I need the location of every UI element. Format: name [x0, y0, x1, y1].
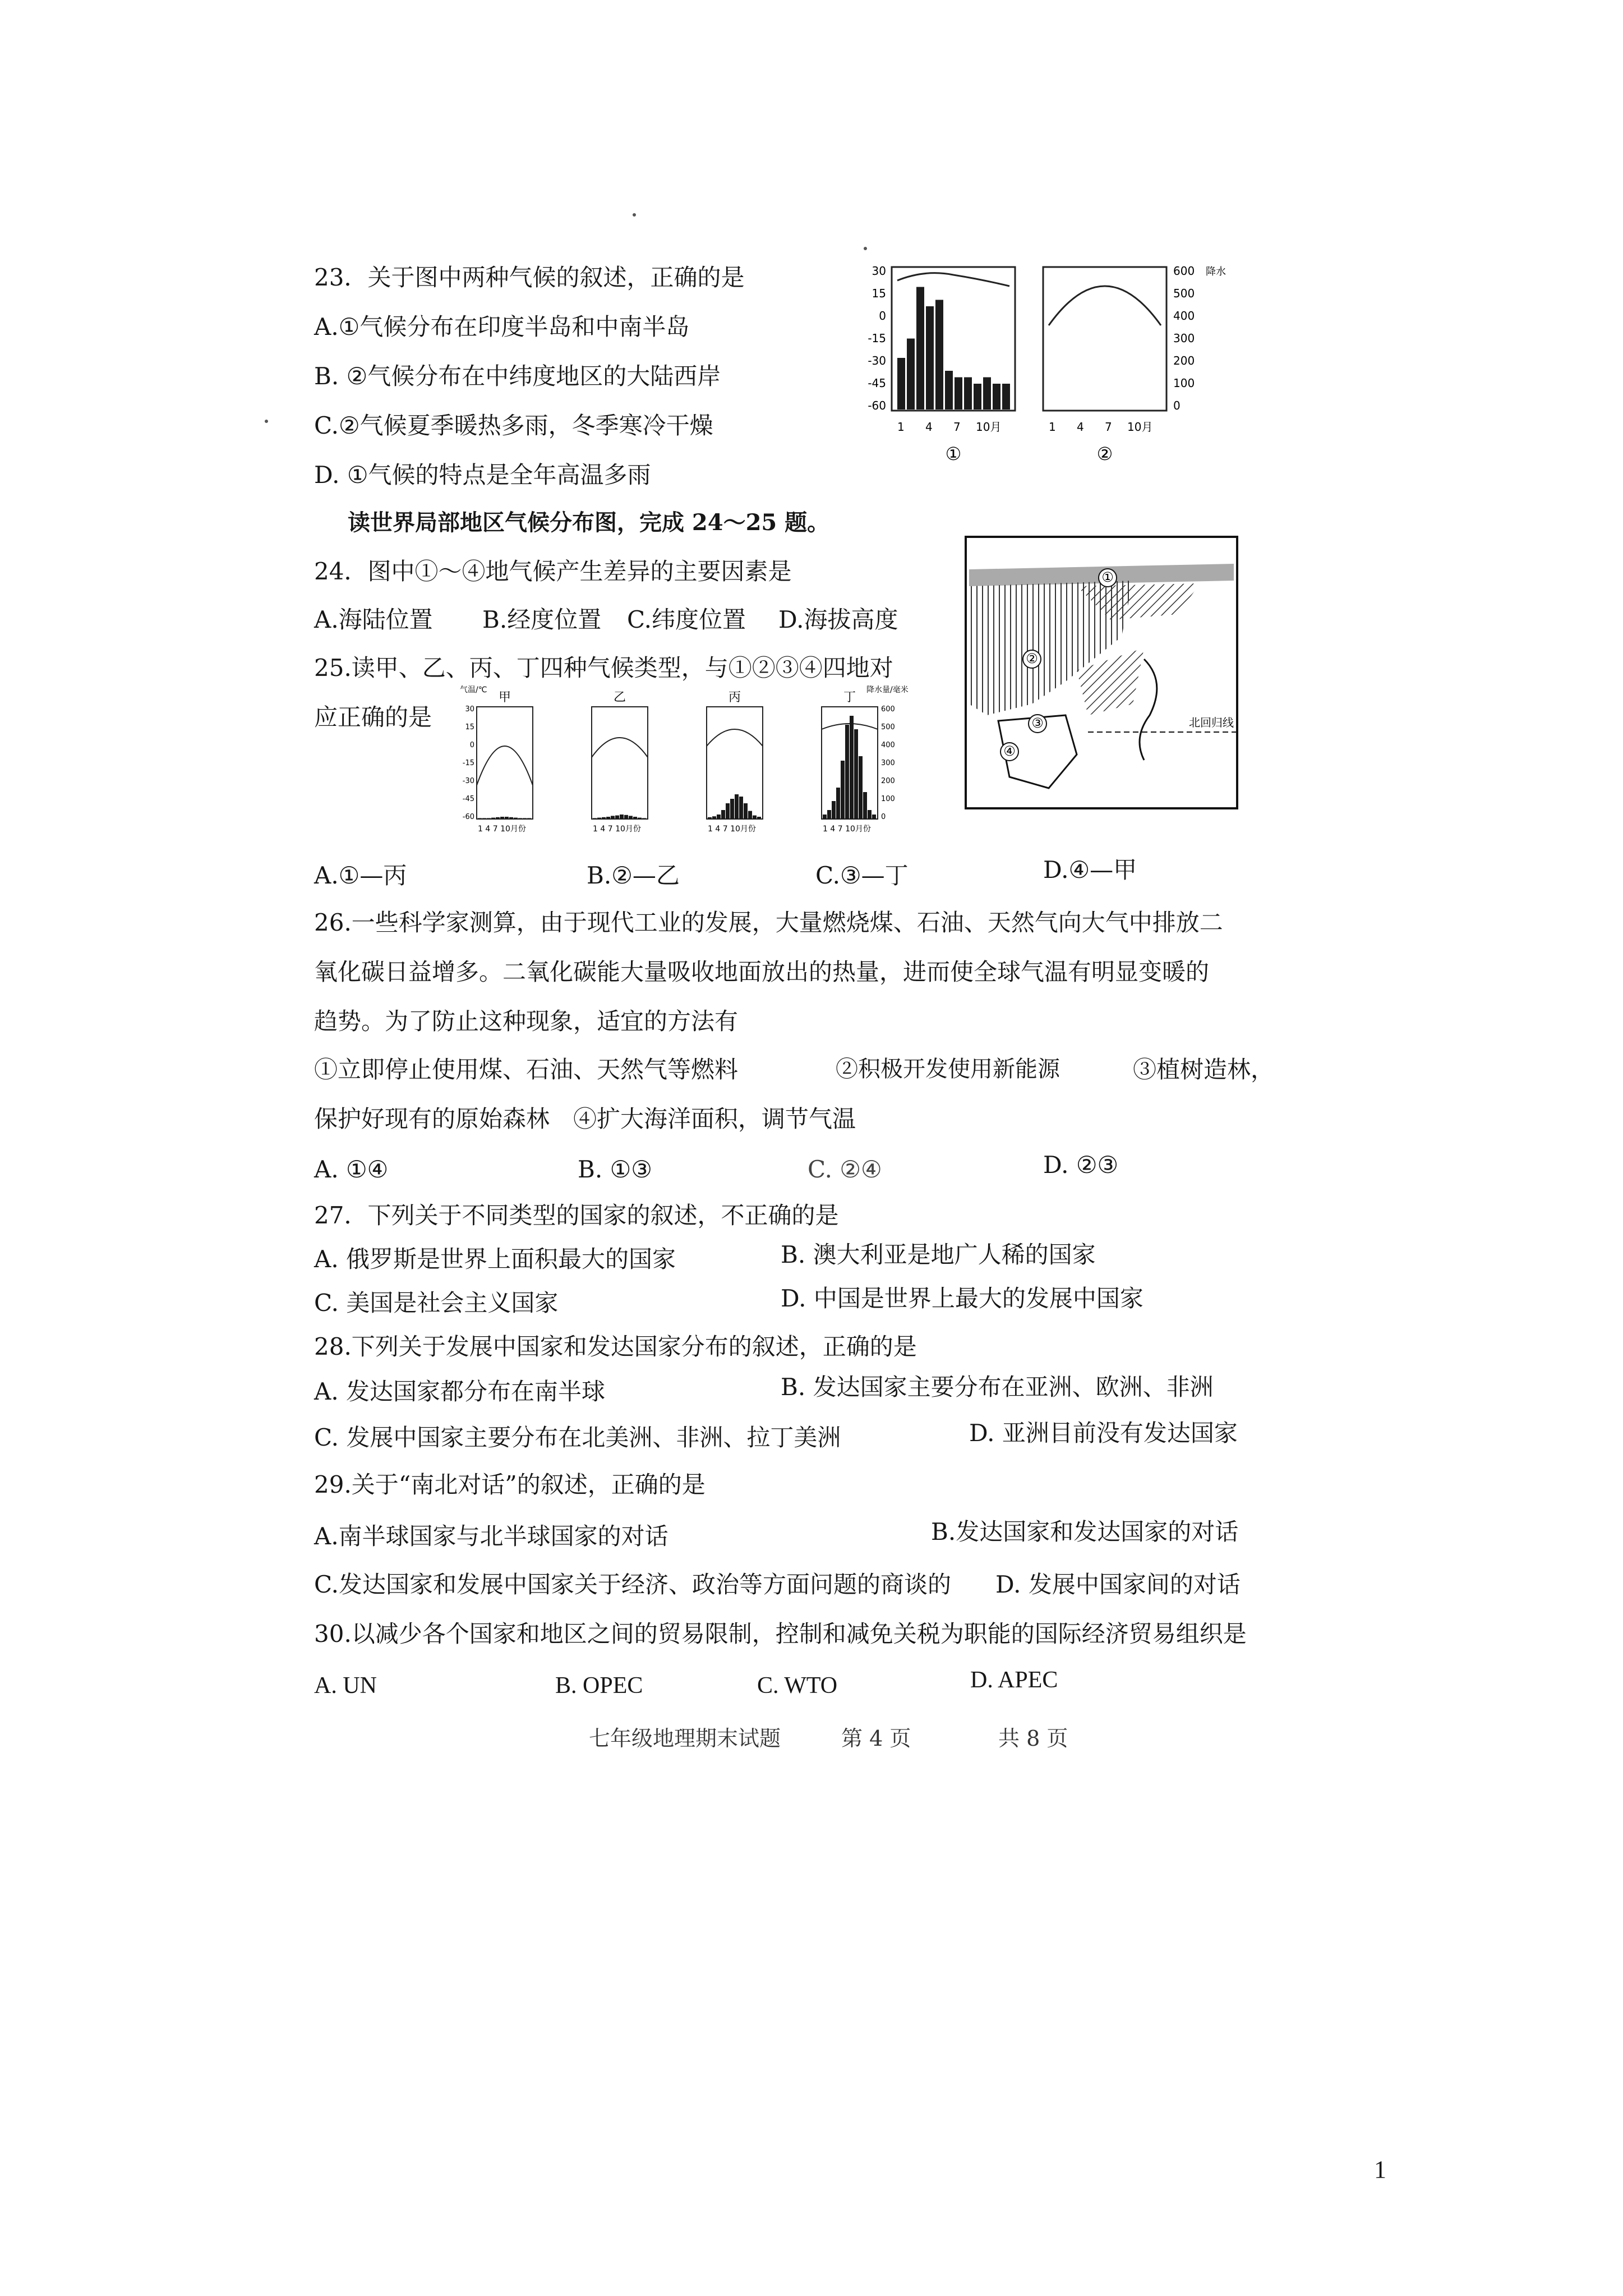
q24-option-d: D.海拔高度 — [778, 606, 898, 633]
chart1-temp-line — [897, 273, 1009, 286]
right-axis-title: 降水 — [1206, 266, 1226, 278]
climate-distribution-map — [965, 536, 1239, 811]
q29-option-a: A.南半球国家与北半球国家的对话 — [314, 1522, 668, 1550]
q25-precip-bar — [602, 817, 606, 819]
tick: 100 — [1173, 376, 1195, 390]
q25-precip-bar — [597, 818, 601, 819]
q25-temp-tick: -15 — [462, 759, 474, 767]
chart2-frame — [1043, 267, 1166, 411]
q25-month-axis: 1 4 7 10月份 — [478, 825, 526, 834]
q25-precip-bar — [514, 818, 518, 819]
q29-option-b: B.发达国家和发达国家的对话 — [931, 1518, 1239, 1545]
q25-month-axis: 1 4 7 10月份 — [708, 825, 756, 834]
q26-option-d: D. ②③ — [1043, 1151, 1119, 1179]
month: 1 — [897, 420, 905, 434]
tick: -60 — [868, 399, 886, 412]
scan-speck — [864, 247, 867, 250]
q23-right-axis — [1173, 264, 1226, 412]
chart2-temp-line — [1049, 286, 1161, 325]
q27-option-a: A. 俄罗斯是世界上面积最大的国家 — [314, 1245, 676, 1273]
q25-chart-name: 丁 — [843, 691, 856, 705]
month: 4 — [925, 420, 933, 434]
q25-chart-frame — [592, 707, 648, 819]
q26-line1: 26.一些科学家测算，由于现代工业的发展，大量燃烧煤、石油、天然气向大气中排放二 — [314, 909, 1223, 936]
q24-option-b: B.经度位置 — [482, 606, 602, 633]
tick: 15 — [872, 287, 886, 300]
q25-precip-bar — [708, 817, 712, 819]
q26-line2: 氧化碳日益增多。二氧化碳能大量吸收地面放出的热量，进而使全球气温有明显变暖的 — [314, 958, 1210, 986]
q25-precip-tick: 100 — [881, 795, 895, 803]
q25-temp-line — [477, 746, 533, 785]
q25-chart-frame — [477, 707, 533, 819]
q23-option-a: A.①气候分布在印度半岛和中南半岛 — [314, 313, 690, 341]
q25-precip-tick: 200 — [881, 777, 895, 785]
q25-precip-bar — [629, 816, 633, 819]
q25-option-a: A.①—丙 — [314, 862, 407, 889]
q26-line3: 趋势。为了防止这种现象，适宜的方法有 — [314, 1007, 739, 1035]
scan-speck — [633, 213, 636, 217]
q25-precip-bar — [491, 818, 495, 819]
q25-precip-bar — [735, 794, 739, 819]
precip-bar — [897, 358, 905, 409]
q25-precip-bar — [527, 818, 531, 819]
q24-stem: 24．图中①～④地气候产生差异的主要因素是 — [314, 558, 792, 585]
q25-precip-bar — [620, 815, 624, 819]
q25-precip-bar — [496, 817, 500, 819]
q25-climate-charts — [460, 684, 937, 853]
q23-climate-charts — [864, 258, 1234, 505]
q25-precip-bar — [850, 716, 854, 819]
precip-bar — [955, 378, 962, 410]
q25-precip-bar — [478, 818, 482, 819]
q25-temp-line — [707, 729, 763, 746]
q23-option-b: B. ②气候分布在中纬度地区的大陆西岸 — [314, 362, 721, 390]
map-label-4: ④ — [1003, 743, 1016, 759]
tick: -45 — [868, 376, 886, 390]
month: 4 — [1077, 420, 1084, 434]
q25-temp-tick: 30 — [465, 705, 474, 714]
tick: 300 — [1173, 332, 1195, 345]
q24-option-c: C.纬度位置 — [627, 606, 746, 633]
q30-stem: 30.以减少各个国家和地区之间的贸易限制，控制和减免关税为职能的国际经济贸易组织是 — [314, 1620, 1247, 1648]
q25-temp-tick: 0 — [469, 741, 474, 749]
q25-precip-bar — [509, 817, 513, 819]
q25-precip-bar — [638, 818, 642, 819]
month: 10月 — [1127, 420, 1153, 434]
q25-temp-tick: -60 — [462, 813, 474, 821]
q25-precip-bar — [868, 810, 872, 819]
q25-precip-bar — [841, 761, 845, 819]
q25-chart-name: 乙 — [613, 691, 626, 705]
q25-temp-tick: -45 — [462, 795, 474, 803]
q30-option-b: B. OPEC — [555, 1673, 643, 1699]
q25-option-d: D.④—甲 — [1043, 856, 1137, 884]
q25-precip-bar — [712, 816, 716, 819]
q30-option-d: D. APEC — [970, 1667, 1058, 1693]
tick: -30 — [868, 354, 886, 367]
q25-stem-line1: 25.读甲、乙、丙、丁四种气候类型，与①②③④四地对 — [314, 654, 893, 682]
precip-bar — [935, 300, 943, 410]
q27-option-b: B. 澳大利亚是地广人稀的国家 — [781, 1241, 1096, 1268]
q26-line4-a: ①立即停止使用煤、石油、天然气等燃料 — [314, 1056, 739, 1083]
q25-precip-bar — [827, 810, 831, 819]
precip-bar — [983, 378, 991, 410]
q25-chart-name: 丙 — [728, 691, 741, 705]
q26-option-c: C. ②④ — [808, 1156, 882, 1183]
q25-precip-bar — [633, 817, 637, 819]
q25-precip-bar — [854, 729, 858, 819]
q30-option-a: A. UN — [314, 1673, 377, 1699]
q25-precip-bar — [523, 818, 527, 819]
tick: 400 — [1173, 309, 1195, 323]
scan-speck — [265, 420, 268, 423]
q28-option-d: D. 亚洲目前没有发达国家 — [969, 1419, 1238, 1447]
tick: 200 — [1173, 354, 1195, 367]
chart2-label: ② — [1096, 443, 1113, 464]
chart1-label: ① — [945, 443, 962, 464]
q23-option-d: D. ①气候的特点是全年高温多雨 — [314, 461, 651, 489]
tick: 500 — [1173, 287, 1195, 300]
q25-precip-bar — [611, 816, 615, 819]
q25-precip-bar — [845, 725, 849, 819]
q25-precip-bar — [748, 811, 752, 819]
q28-option-a: A. 发达国家都分布在南半球 — [314, 1378, 606, 1405]
q26-option-a: A. ①④ — [314, 1156, 389, 1183]
footer-page: 第 4 页 — [841, 1726, 911, 1751]
page-number: 1 — [1374, 2156, 1386, 2183]
q25-precip-tick: 300 — [881, 759, 895, 767]
precip-bar — [926, 306, 934, 409]
precip-bar — [945, 371, 953, 409]
q25-precip-bar — [730, 799, 734, 819]
q25-precip-bar — [726, 803, 730, 819]
q23-left-axis — [868, 264, 886, 412]
q25-axis-title: 降水量/毫米 — [866, 685, 909, 694]
q26-line5: 保护好现有的原始森林 ④扩大海洋面积，调节气温 — [314, 1105, 856, 1133]
q25-precip-bar — [624, 815, 628, 819]
q24-option-a: A.海陆位置 — [314, 606, 433, 633]
q26-option-b: B. ①③ — [578, 1156, 652, 1183]
q25-month-axis: 1 4 7 10月份 — [823, 825, 871, 834]
footer-exam-title: 七年级地理期末试题 — [589, 1726, 781, 1751]
q25-precip-tick: 600 — [881, 705, 895, 714]
precip-bar — [964, 378, 972, 410]
precip-bar — [916, 287, 924, 410]
q25-precip-tick: 400 — [881, 741, 895, 749]
q23-stem: 23．关于图中两种气候的叙述，正确的是 — [314, 264, 745, 291]
tropic-label: 北回归线 — [1189, 716, 1234, 729]
q23-month-labels — [897, 420, 1152, 434]
q25-precip-bar — [863, 792, 867, 819]
month: 7 — [953, 420, 961, 434]
month: 7 — [1105, 420, 1112, 434]
q26-line4-c: ③植树造林， — [1133, 1056, 1275, 1083]
q25-precip-tick: 500 — [881, 723, 895, 731]
map-label-3: ③ — [1031, 715, 1044, 731]
q25-temp-tick: -30 — [462, 777, 474, 785]
q25-option-b: B.②—乙 — [587, 862, 680, 889]
q25-precip-bar — [823, 815, 827, 819]
q25-stem-line2: 应正确的是 — [314, 703, 432, 731]
tick: 0 — [1173, 399, 1181, 412]
q25-precip-bar — [757, 817, 761, 819]
q25-precip-bar — [872, 815, 876, 819]
q25-precip-bar — [753, 816, 757, 819]
chart1-precip-bars — [897, 287, 1010, 410]
q25-precip-bar — [615, 816, 619, 819]
tick: 600 — [1173, 264, 1195, 278]
q30-option-c: C. WTO — [757, 1673, 838, 1699]
q27-option-c: C. 美国是社会主义国家 — [314, 1289, 559, 1317]
q25-precip-bar — [836, 788, 840, 819]
q25-temp-tick: 15 — [465, 723, 474, 731]
tick: 30 — [872, 264, 886, 278]
tick: 0 — [879, 309, 886, 323]
q25-precip-bar — [744, 803, 748, 819]
q25-precip-bar — [482, 818, 486, 819]
precip-bar — [1002, 384, 1010, 409]
q25-month-axis: 1 4 7 10月份 — [593, 825, 641, 834]
q25-precip-bar — [505, 817, 509, 819]
map-label-1: ① — [1101, 569, 1114, 585]
q25-precip-tick: 0 — [881, 813, 886, 821]
tick: -15 — [868, 332, 886, 345]
q28-stem: 28.下列关于发展中国家和发达国家分布的叙述，正确的是 — [314, 1333, 917, 1360]
q25-precip-bar — [642, 818, 646, 819]
q29-option-d: D. 发展中国家间的对话 — [995, 1571, 1241, 1598]
q25-precip-bar — [500, 817, 504, 819]
precip-bar — [993, 384, 1000, 409]
month: 1 — [1049, 420, 1056, 434]
precip-bar — [907, 339, 915, 410]
q25-temp-line — [592, 738, 648, 757]
q27-stem: 27．下列关于不同类型的国家的叙述，不正确的是 — [314, 1202, 839, 1229]
q25-precip-bar — [487, 818, 491, 819]
q25-precip-bar — [832, 801, 836, 819]
footer-total: 共 8 页 — [998, 1726, 1068, 1751]
q29-stem: 29.关于“南北对话”的叙述，正确的是 — [314, 1471, 706, 1498]
q25-precip-bar — [518, 818, 522, 819]
q25-option-c: C.③—丁 — [815, 862, 909, 889]
q23-option-c: C.②气候夏季暖热多雨，冬季寒冷干燥 — [314, 412, 713, 439]
precip-bar — [974, 384, 981, 409]
month: 10月 — [976, 420, 1002, 434]
intro-24-25: 读世界局部地区气候分布图，完成 24～25 题。 — [348, 509, 830, 536]
q25-precip-bar — [593, 818, 597, 819]
q25-precip-bar — [717, 815, 721, 819]
q25-precip-bar — [721, 810, 725, 819]
q28-option-b: B. 发达国家主要分布在亚洲、欧洲、非洲 — [781, 1373, 1214, 1401]
map-label-2: ② — [1026, 651, 1038, 666]
q25-precip-bar — [859, 756, 863, 819]
q25-chart-name: 甲 — [498, 691, 511, 705]
q29-option-c: C.发达国家和发展中国家关于经济、政治等方面问题的商谈的 — [314, 1571, 951, 1598]
q25-precip-bar — [606, 817, 610, 819]
q26-line4-b: ②积极开发使用新能源 — [836, 1056, 1060, 1082]
q25-precip-bar — [739, 797, 743, 819]
q25-axis-title: 气温/℃ — [460, 685, 487, 694]
q28-option-c: C. 发展中国家主要分布在北美洲、非洲、拉丁美洲 — [314, 1424, 841, 1451]
q27-option-d: D. 中国是世界上最大的发展中国家 — [781, 1285, 1144, 1312]
